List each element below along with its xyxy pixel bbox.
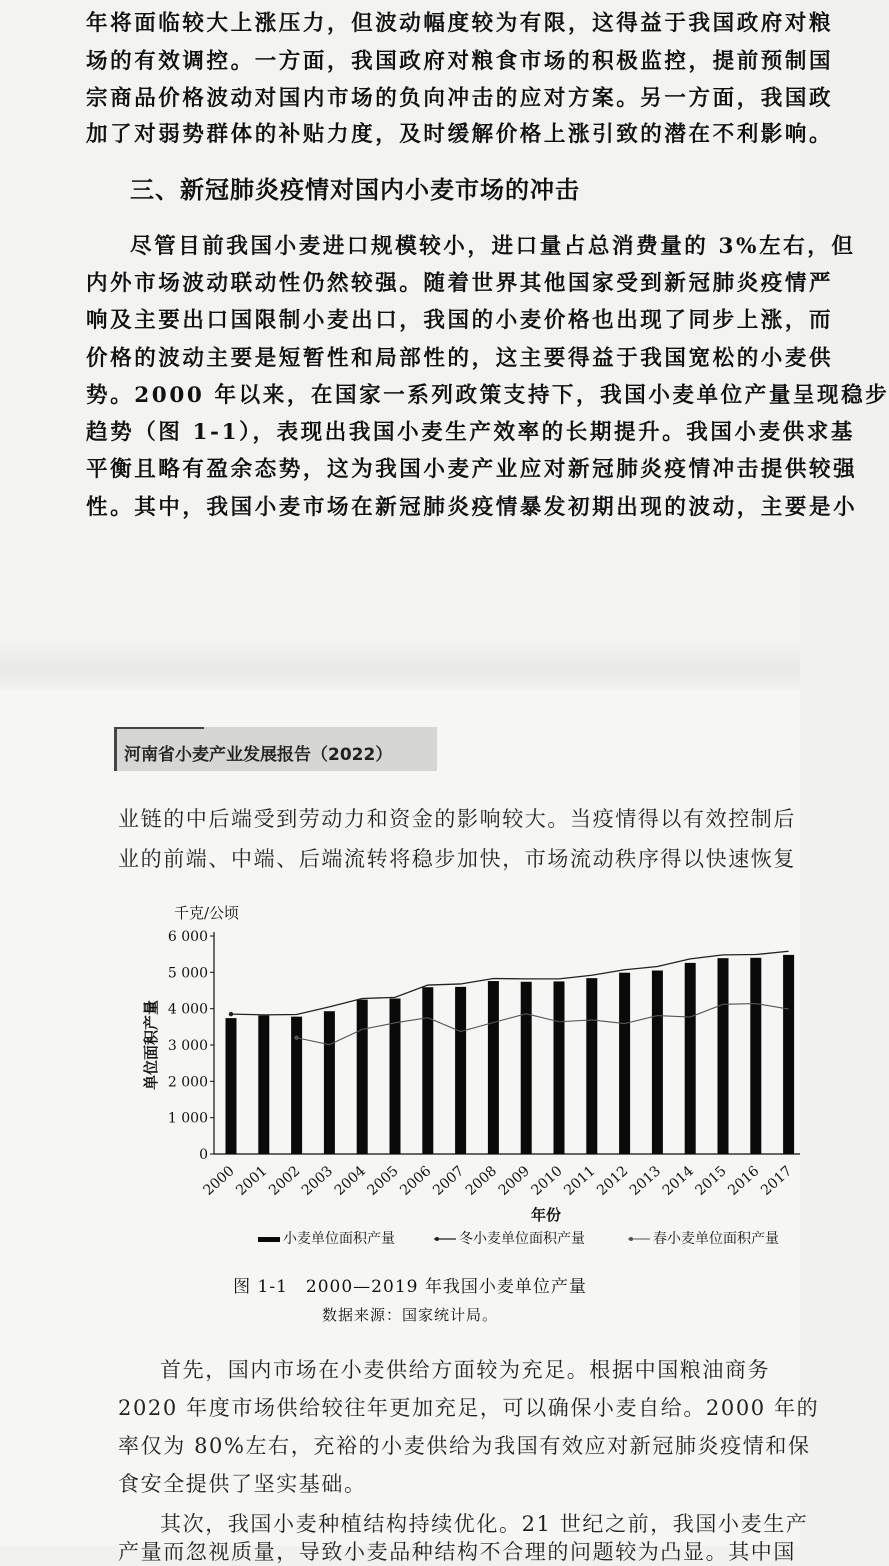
x-tick-label: 2004: [331, 1163, 369, 1199]
running-header-rule: [114, 727, 204, 729]
bar-wheat-yield: [718, 958, 729, 1154]
marker-spring-wheat: [294, 1036, 298, 1040]
body-line: 内外市场波动联动性仍然较强。随着世界其他国家受到新冠肺炎疫情严: [86, 271, 834, 296]
bar-wheat-yield: [685, 963, 696, 1154]
bar-wheat-yield: [750, 958, 761, 1154]
y-unit-label: 千克/公顷: [174, 904, 240, 922]
bar-wheat-yield: [652, 971, 663, 1154]
x-tick-label: 2003: [298, 1163, 337, 1199]
bar-wheat-yield: [258, 1016, 269, 1154]
x-tick-label: 2017: [758, 1163, 796, 1199]
x-tick-label: 2002: [266, 1163, 304, 1199]
x-tick-label: 2011: [561, 1163, 599, 1199]
x-tick-label: 2008: [462, 1163, 501, 1199]
bar-wheat-yield: [455, 987, 466, 1154]
bar-wheat-yield: [554, 981, 565, 1154]
body-line: 2020 年度市场供给较往年更加充足，可以确保小麦自给。2000 年的: [118, 1396, 820, 1420]
y-tick-label: 4 000: [167, 1001, 208, 1018]
line-winter-wheat: [231, 951, 789, 1015]
body-line: 年将面临较大上涨压力，但波动幅度较为有限，这得益于我国政府对粮: [86, 11, 834, 36]
y-tick-label: 2 000: [167, 1074, 208, 1091]
body-line: 首先，国内市场在小麦供给方面较为充足。根据中国粮油商务: [160, 1358, 771, 1382]
x-tick-label: 2009: [495, 1163, 533, 1199]
body-line: 场的有效调控。一方面，我国政府对粮食市场的积极监控，提前预制国: [86, 49, 834, 74]
bar-wheat-yield: [586, 978, 597, 1154]
x-tick-label: 2012: [594, 1163, 632, 1199]
legend-marker: [435, 1237, 439, 1241]
bar-wheat-yield: [783, 955, 794, 1154]
body-line: 性。其中，我国小麦市场在新冠肺炎疫情暴发初期出现的波动，主要是小: [86, 495, 858, 520]
bar-wheat-yield: [422, 987, 433, 1154]
legend-label: 春小麦单位面积产量: [653, 1231, 779, 1247]
legend-label: 小麦单位面积产量: [283, 1231, 395, 1247]
x-tick-label: 2014: [659, 1163, 697, 1199]
bar-wheat-yield: [357, 1000, 368, 1154]
body-line: 趋势（图 1-1），表现出我国小麦生产效率的长期提升。我国小麦供求基: [86, 420, 855, 445]
body-line: 尽管目前我国小麦进口规模较小，进口量占总消费量的 3%左右，但: [130, 234, 856, 259]
bar-wheat-yield: [619, 973, 630, 1154]
yield-chart: [0, 890, 800, 1260]
x-axis-label: 年份: [530, 1206, 562, 1224]
x-tick-label: 2016: [725, 1163, 763, 1199]
body-line: 加了对弱势群体的补贴力度，及时缓解价格上涨引致的潜在不利影响。: [86, 122, 834, 147]
legend-label: 冬小麦单位面积产量: [459, 1231, 585, 1247]
figure-caption: 图 1-1 2000—2019 年我国小麦单位产量: [233, 1277, 587, 1297]
body-line: 势。2000 年以来，在国家一系列政策支持下，我国小麦单位产量呈现稳步: [86, 383, 889, 408]
bar-wheat-yield: [324, 1011, 335, 1154]
running-header: 河南省小麦产业发展报告（2022）: [124, 745, 393, 765]
body-line: 宗商品价格波动对国内市场的负向冲击的应对方案。另一方面，我国政: [86, 86, 834, 111]
x-tick-label: 2013: [626, 1163, 665, 1199]
x-tick-label: 2010: [528, 1163, 566, 1199]
x-tick-label: 2000: [200, 1163, 238, 1199]
legend-marker: [629, 1237, 633, 1241]
body-line: 业链的中后端受到劳动力和资金的影响较大。当疫情得以有效控制后: [118, 807, 796, 831]
marker-winter-wheat: [229, 1012, 233, 1016]
x-tick-label: 2007: [430, 1163, 468, 1199]
bar-wheat-yield: [226, 1018, 237, 1154]
x-tick-label: 2015: [692, 1163, 730, 1199]
bar-wheat-yield: [521, 982, 532, 1154]
body-line: 食安全提供了坚实基础。: [118, 1472, 367, 1496]
y-tick-label: 5 000: [167, 965, 208, 982]
y-tick-label: 6 000: [167, 929, 208, 945]
y-tick-label: 0: [199, 1147, 208, 1163]
figure-source: 数据来源：国家统计局。: [321, 1306, 498, 1324]
body-line: 价格的波动主要是短暂性和局部性的，这主要得益于我国宽松的小麦供: [86, 346, 834, 371]
body-line: 率仅为 80%左右，充裕的小麦供给为我国有效应对新冠肺炎疫情和保: [118, 1434, 811, 1458]
body-line: 产量而忽视质量，导致小麦品种结构不合理的问题较为凸显。其中国: [118, 1540, 796, 1564]
x-tick-label: 2001: [233, 1163, 271, 1199]
body-line: 平衡且略有盈余态势，这为我国小麦产业应对新冠肺炎疫情冲击提供较强: [86, 457, 858, 482]
y-tick-label: 3 000: [167, 1038, 208, 1054]
line-spring-wheat: [297, 1004, 789, 1045]
body-line: 响及主要出口国限制小麦出口，我国的小麦价格也出现了同步上涨，而: [86, 308, 834, 333]
body-line: 业的前端、中端、后端流转将稳步加快，市场流动秩序得以快速恢复: [118, 847, 796, 871]
legend-swatch-bar: [258, 1237, 280, 1242]
section-heading: 三、新冠肺炎疫情对国内小麦市场的冲击: [130, 176, 580, 204]
body-line: 其次，我国小麦种植结构持续优化。21 世纪之前，我国小麦生产: [160, 1512, 809, 1536]
y-axis-label: 单位面积产量: [142, 999, 160, 1091]
y-tick-label: 1 000: [167, 1110, 208, 1127]
x-tick-label: 2006: [397, 1163, 435, 1199]
bar-wheat-yield: [488, 981, 499, 1154]
x-tick-label: 2005: [364, 1163, 402, 1199]
